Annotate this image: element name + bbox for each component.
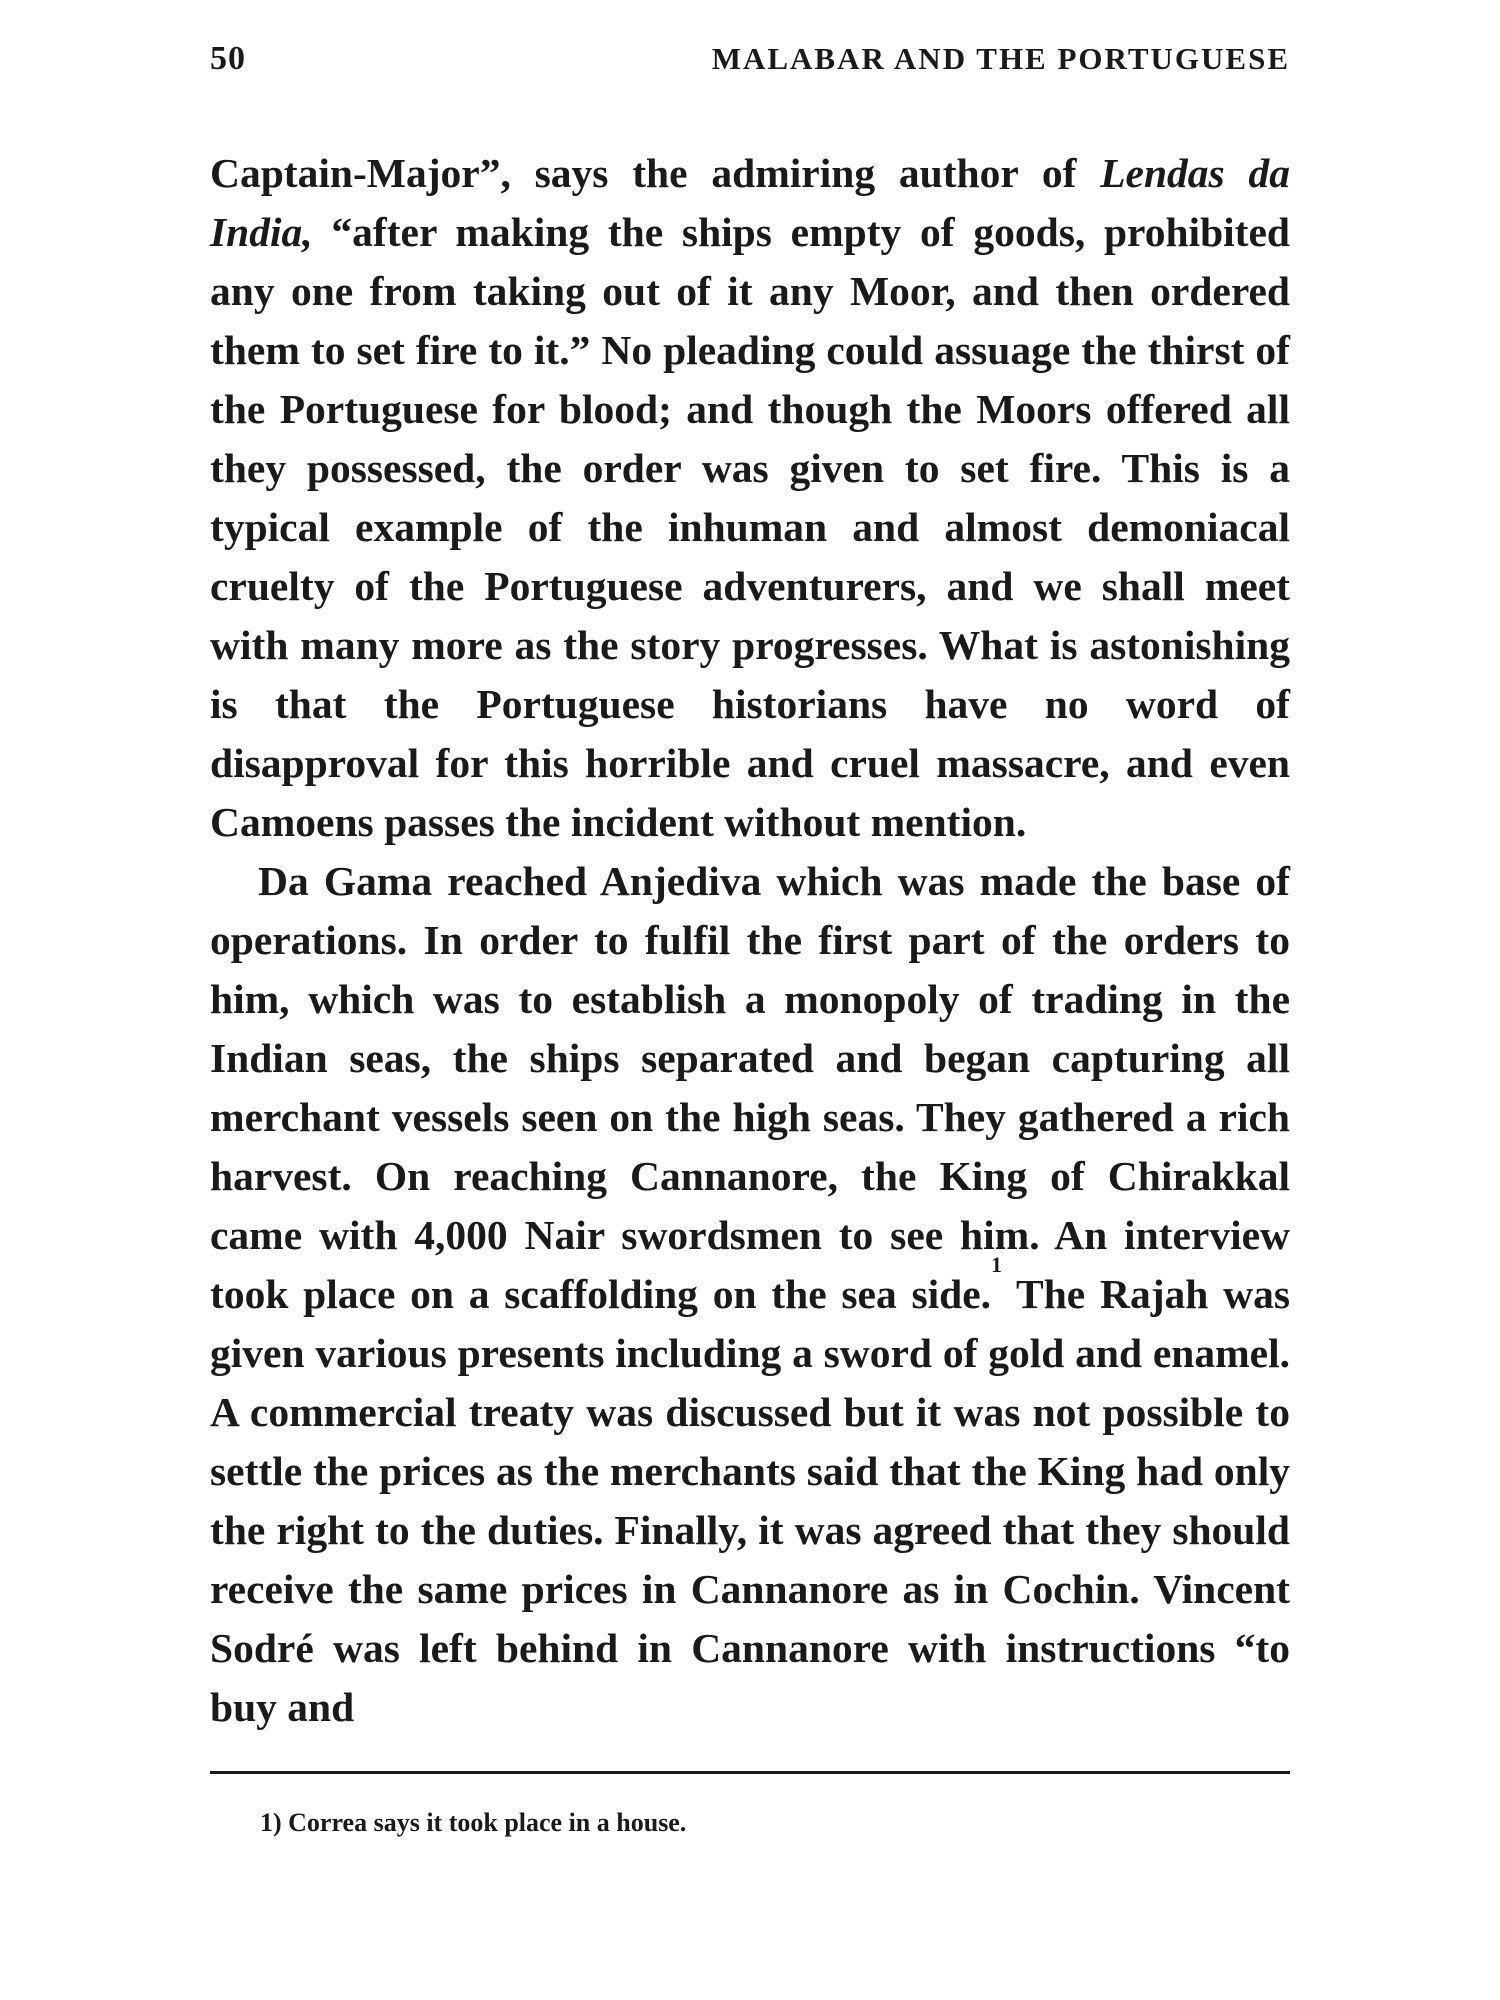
paragraph-1-text-a: Captain-Major”, says the admiring author of [210,150,1101,196]
footnote-rule [210,1771,1290,1774]
paragraph-2-text-a: Da Gama reached Anjediva which was made the base of operations. In order to fulfil the first part of the orders to him, which was to establish a monopoly of trading in the Indian seas, the ships separated and began capturing all merchant vessels seen on the high seas. They gathered a rich harvest. On reaching Cannanore, the King of Chirakkal came with 4,000 Nair swordsmen to see him. An interview took place on a scaffolding on the sea side. [210,858,1290,1317]
paragraph-2 [210,852,1290,1737]
footnote: 1) Correa says it took place in a house. [260,1808,687,1837]
book-page [210,40,1290,1838]
paragraph-1-text-b: “after making the ships empty of goods, prohibited any one from taking out of it any Moor, and then ordered them to set fire to it.” No pleading could assuage the thirst of the Portuguese for blood; and though the Moors offered all they possessed, the order was given to set fire. This is a typical example of the inhuman and almost demoniacal cruelty of the Portuguese adventurers, and we shall meet with many more as the story progresses. What is astonishing is that the Portuguese historians have no word of disapproval for this horrible and cruel massacre, and even Camoens passes the incident without mention. [210,209,1290,845]
paragraph-2-text-b: The Rajah was given various presents including a sword of gold and enamel. A commercial treaty was discussed but it was not possible to settle the prices as the merchants said that the King had only the right to the duties. Finally, it was agreed that they should receive the same prices in Cannanore as in Cochin. Vincent Sodré was left behind in Cannanore with instructions “to buy and [210,1271,1291,1730]
page-number: 50 [210,40,246,77]
running-title: MALABAR AND THE PORTUGUESE [711,41,1290,76]
body-text [210,144,1290,1737]
book-title-italic: Lendas da India, [210,150,1291,255]
paragraph-continued [210,144,1290,852]
footnote-marker: 1 [991,1252,1003,1277]
running-header [210,40,1290,104]
